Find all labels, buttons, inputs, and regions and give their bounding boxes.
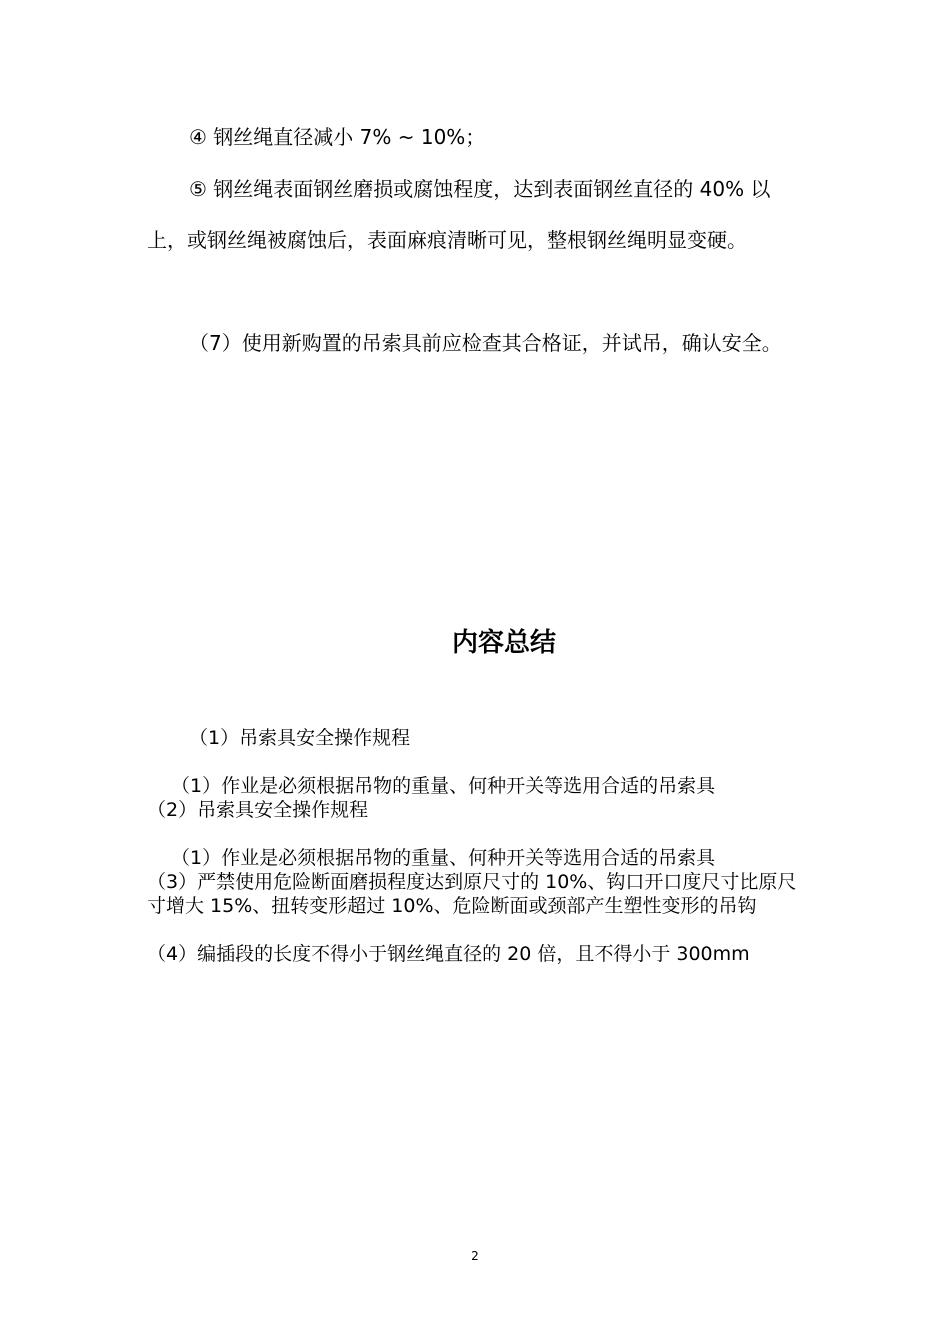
paragraph-wire-diameter: ④ 钢丝绳直径减小 7% ~ 10%； — [189, 125, 486, 149]
paragraph-wire-wear: ⑤ 钢丝绳表面钢丝磨损或腐蚀程度，达到表面钢丝直径的 40% 以上，或钢丝绳被腐蚀后，表面麻痕清晰可见，整根钢丝绳明显变硬。 — [147, 177, 771, 252]
summary-item-3: （2）吊索具安全操作规程 — [147, 799, 369, 821]
summary-item-1: （1）吊索具安全操作规程 — [189, 727, 411, 749]
page-number: 2 — [471, 1249, 479, 1263]
paragraph-new-rigging-check: （7）使用新购置的吊索具前应检查其合格证，并试吊，确认安全。 — [189, 331, 782, 355]
summary-title: 内容总结 — [451, 628, 556, 658]
summary-item-2: （1）作业是必须根据吊物的重量、何种开关等选用合适的吊索具 — [171, 775, 716, 797]
summary-item-5: （3）严禁使用危险断面磨损程度达到原尺寸的 10%、钩口开口度尺寸比原尺寸增大 15%、扭转变形超过 10%、危险断面或颈部产生塑性变形的吊钩 — [147, 871, 797, 917]
summary-item-6: （4）编插段的长度不得小于钢丝绳直径的 20 倍，且不得小于 300mm — [147, 943, 750, 965]
summary-item-4: （1）作业是必须根据吊物的重量、何种开关等选用合适的吊索具 — [171, 847, 716, 869]
